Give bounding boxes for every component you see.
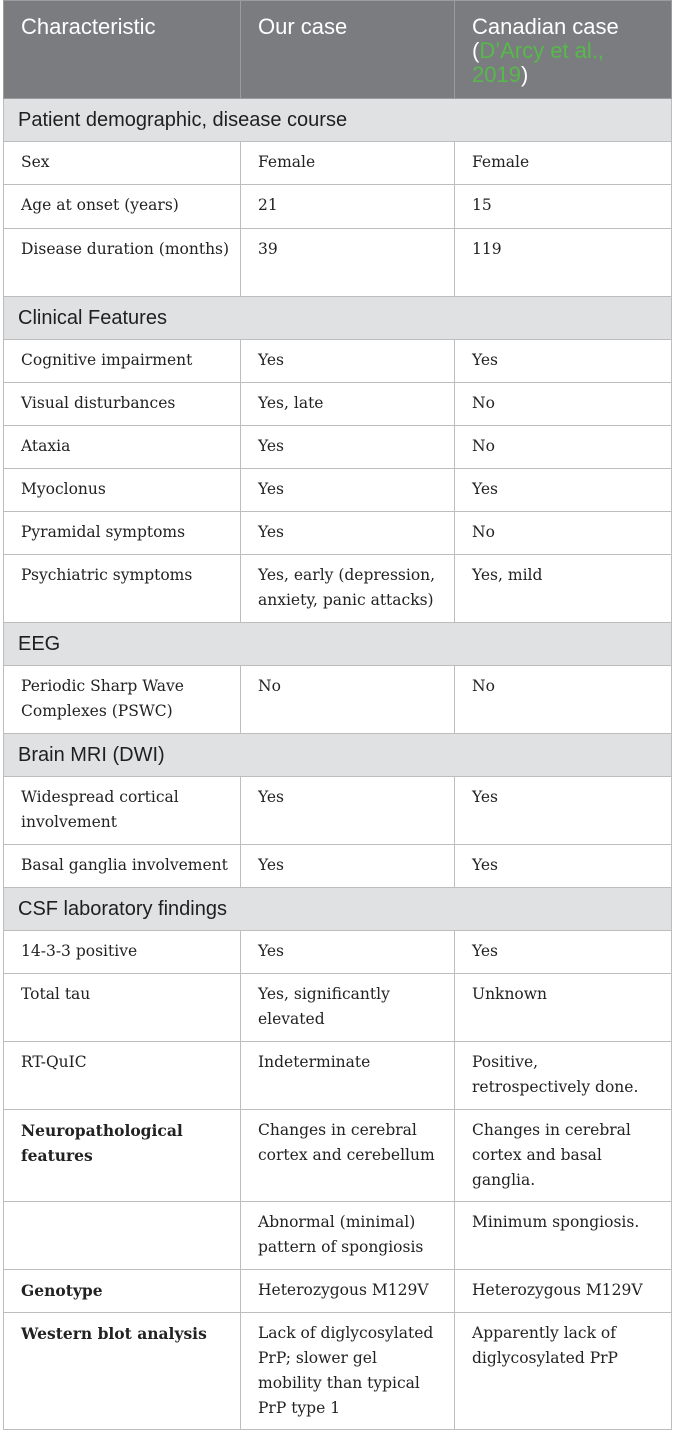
table-row bbox=[4, 1042, 672, 1110]
row-label: Western blot analysis bbox=[4, 1313, 241, 1430]
our-case-cell: Yes bbox=[241, 777, 455, 845]
section-row-demographic bbox=[4, 99, 672, 142]
our-case-cell: Yes bbox=[241, 845, 455, 888]
canadian-case-cell: 15 bbox=[455, 185, 672, 229]
row-label: Genotype bbox=[4, 1270, 241, 1313]
table-row bbox=[4, 1110, 672, 1202]
section-row-eeg bbox=[4, 623, 672, 666]
our-case-cell: Yes bbox=[241, 340, 455, 383]
row-label: Ataxia bbox=[4, 426, 241, 469]
row-label: Neuropathological features bbox=[4, 1110, 241, 1202]
canadian-case-cell: Yes bbox=[455, 777, 672, 845]
our-case-cell: Female bbox=[241, 142, 455, 185]
canadian-case-cell: Yes bbox=[455, 469, 672, 512]
canadian-case-cell: Yes, mild bbox=[455, 555, 672, 623]
our-case-cell: No bbox=[241, 666, 455, 734]
row-label: Cognitive impairment bbox=[4, 340, 241, 383]
canadian-case-cell: Yes bbox=[455, 931, 672, 974]
table-row bbox=[4, 512, 672, 555]
our-case-cell: Yes bbox=[241, 512, 455, 555]
canadian-case-cell: Unknown bbox=[455, 974, 672, 1042]
table-row bbox=[4, 555, 672, 623]
row-label: Pyramidal symptoms bbox=[4, 512, 241, 555]
section-row-clinical bbox=[4, 297, 672, 340]
table-row bbox=[4, 142, 672, 185]
canadian-case-cell: Minimum spongiosis. bbox=[455, 1202, 672, 1270]
our-case-cell: Heterozygous M129V bbox=[241, 1270, 455, 1313]
section-title: Brain MRI (DWI) bbox=[4, 734, 672, 777]
our-case-cell: Changes in cerebral cortex and cerebellum bbox=[241, 1110, 455, 1202]
comparison-table bbox=[3, 0, 672, 1430]
header-row bbox=[4, 1, 672, 99]
canadian-case-cell: Yes bbox=[455, 340, 672, 383]
our-case-cell: Indeterminate bbox=[241, 1042, 455, 1110]
canadian-case-cell: Changes in cerebral cortex and basal ganglia. bbox=[455, 1110, 672, 1202]
table-row bbox=[4, 229, 672, 297]
table-row bbox=[4, 666, 672, 734]
row-label: RT-QuIC bbox=[4, 1042, 241, 1110]
table-row bbox=[4, 469, 672, 512]
table-row bbox=[4, 845, 672, 888]
our-case-cell: Yes bbox=[241, 931, 455, 974]
row-label: Visual disturbances bbox=[4, 383, 241, 426]
our-case-cell: 39 bbox=[241, 229, 455, 297]
header-canadian-label: Canadian case bbox=[472, 14, 619, 39]
table-row bbox=[4, 426, 672, 469]
section-title: CSF laboratory findings bbox=[4, 888, 672, 931]
table-row bbox=[4, 1202, 672, 1270]
row-label: Total tau bbox=[4, 974, 241, 1042]
our-case-cell: Yes bbox=[241, 426, 455, 469]
our-case-cell: 21 bbox=[241, 185, 455, 229]
canadian-case-cell: Heterozygous M129V bbox=[455, 1270, 672, 1313]
our-case-cell: Yes bbox=[241, 469, 455, 512]
row-label: 14-3-3 positive bbox=[4, 931, 241, 974]
row-label: Disease duration (months) bbox=[4, 229, 241, 297]
canadian-case-cell: Apparently lack of diglycosylated PrP bbox=[455, 1313, 672, 1430]
table-row bbox=[4, 931, 672, 974]
close-paren: ) bbox=[520, 62, 529, 87]
open-paren: ( bbox=[472, 38, 480, 63]
table-row bbox=[4, 340, 672, 383]
header-characteristic: Characteristic bbox=[4, 1, 241, 99]
canadian-case-cell: No bbox=[455, 666, 672, 734]
table-row bbox=[4, 777, 672, 845]
section-row-mri bbox=[4, 734, 672, 777]
section-row-csf bbox=[4, 888, 672, 931]
header-canadian-case bbox=[455, 1, 672, 99]
header-our-case: Our case bbox=[241, 1, 455, 99]
canadian-case-cell: No bbox=[455, 512, 672, 555]
row-label: Age at onset (years) bbox=[4, 185, 241, 229]
canadian-case-cell: No bbox=[455, 426, 672, 469]
section-title: EEG bbox=[4, 623, 672, 666]
row-label: Myoclonus bbox=[4, 469, 241, 512]
section-title: Patient demographic, disease course bbox=[4, 99, 672, 142]
row-label: Periodic Sharp Wave Complexes (PSWC) bbox=[4, 666, 241, 734]
our-case-cell: Yes, significantly elevated bbox=[241, 974, 455, 1042]
row-label bbox=[4, 1202, 241, 1270]
canadian-case-cell: No bbox=[455, 383, 672, 426]
table-row bbox=[4, 1313, 672, 1430]
row-label: Basal ganglia involvement bbox=[4, 845, 241, 888]
table-row bbox=[4, 974, 672, 1042]
row-label: Widespread cortical involvement bbox=[4, 777, 241, 845]
section-title: Clinical Features bbox=[4, 297, 672, 340]
table-row bbox=[4, 383, 672, 426]
table-row bbox=[4, 1270, 672, 1313]
canadian-case-cell: Yes bbox=[455, 845, 672, 888]
our-case-cell: Yes, early (depression, anxiety, panic attacks) bbox=[241, 555, 455, 623]
row-label: Psychiatric symptoms bbox=[4, 555, 241, 623]
canadian-case-cell: 119 bbox=[455, 229, 672, 297]
citation-link[interactable]: D’Arcy et al., 2019 bbox=[472, 38, 605, 87]
our-case-cell: Lack of diglycosylated PrP; slower gel mobility than typical PrP type 1 bbox=[241, 1313, 455, 1430]
our-case-cell: Yes, late bbox=[241, 383, 455, 426]
row-label: Sex bbox=[4, 142, 241, 185]
canadian-case-cell: Positive, retrospectively done. bbox=[455, 1042, 672, 1110]
our-case-cell: Abnormal (minimal) pattern of spongiosis bbox=[241, 1202, 455, 1270]
canadian-case-cell: Female bbox=[455, 142, 672, 185]
table-row bbox=[4, 185, 672, 229]
